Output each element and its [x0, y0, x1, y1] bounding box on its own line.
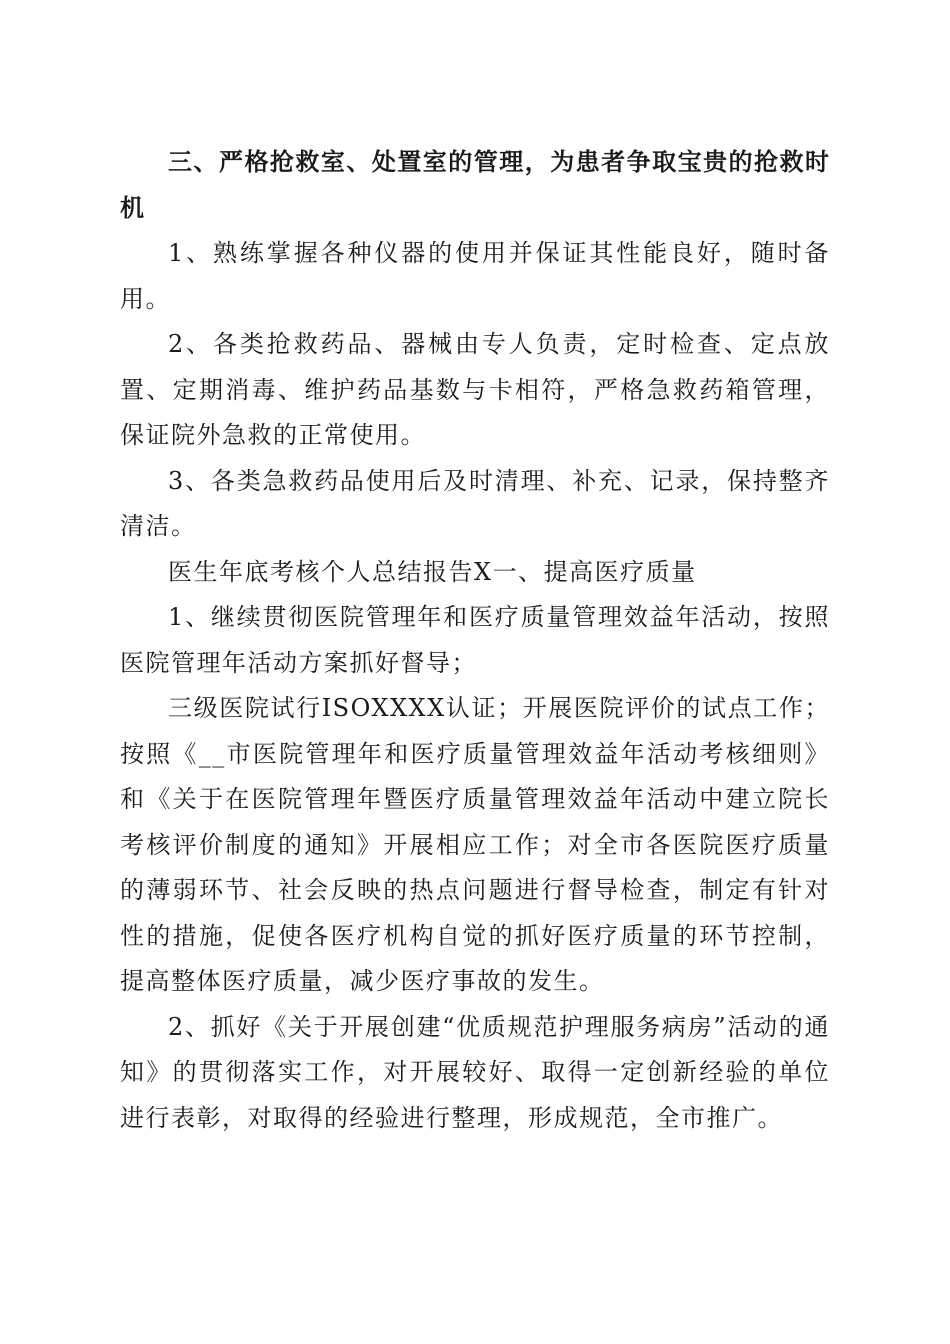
paragraph-nursing-service: 2、抓好《关于开展创建“优质规范护理服务病房”活动的通知》的贯彻落实工作，对开展较好、取得一定创新经验的单位进行表彰，对取得的经验进行整理，形成规范，全市推广。	[120, 1012, 830, 1132]
paragraph-report-title: 医生年底考核个人总结报告X一、提高医疗质量	[168, 557, 697, 586]
paragraph-management-year: 1、继续贯彻医院管理年和医疗质量管理效益年活动，按照医院管理年活动方案抓好督导；	[120, 603, 830, 677]
paragraph-drug-management: 2、各类抢救药品、器械由专人负责，定时检查、定点放置、定期消毒、维护药品基数与卡相符，严格急救药箱管理，保证院外急救的正常使用。	[120, 330, 830, 449]
paragraph-drug-replenishment: 3、各类急救药品使用后及时清理、补充、记录，保持整齐清洁。	[120, 466, 830, 540]
document-body	[120, 140, 830, 1141]
paragraph-instrument-maintenance: 1、熟练掌握各种仪器的使用并保证其性能良好，随时备用。	[120, 239, 830, 313]
section-heading: 三、严格抢救室、处置室的管理，为患者争取宝贵的抢救时机	[120, 148, 830, 222]
paragraph-hospital-evaluation: 三级医院试行ISOXXXX认证；开展医院评价的试点工作；按照《__市医院管理年和医疗质量管理效益年活动考核细则》和《关于在医院管理年暨医疗质量管理效益年活动中建立院长考核评价制度的通知》开展相应工作；对全市各医院医疗质量的薄弱环节、社会反映的热点问题进行督导检查，制定有针对性的措施，促使各医疗机构自觉的抓好医疗质量的环节控制，提高整体医疗质量，减少医疗事故的发生。	[120, 694, 830, 995]
